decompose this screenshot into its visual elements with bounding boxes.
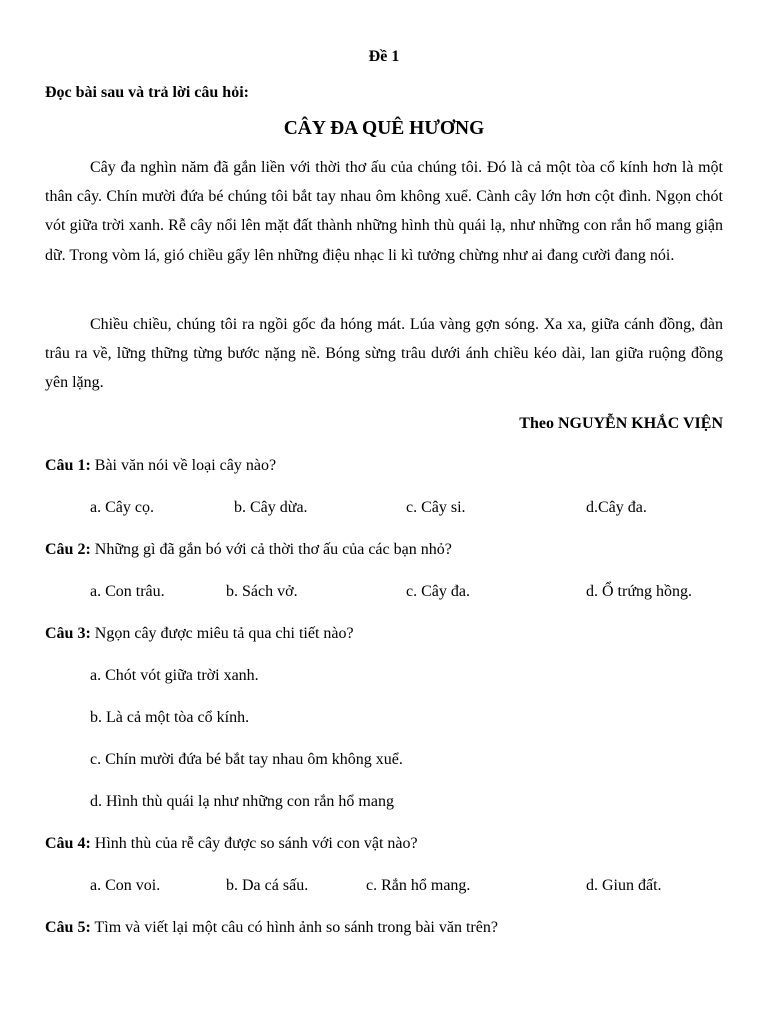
question-4-option-a: a. Con voi. bbox=[90, 877, 161, 894]
question-2-option-c: c. Cây đa. bbox=[406, 583, 470, 600]
question-2-option-b: b. Sách vở. bbox=[226, 583, 298, 600]
question-5-label: Câu 5: bbox=[45, 919, 91, 936]
story-title: CÂY ĐA QUÊ HƯƠNG bbox=[283, 118, 485, 139]
question-1-option-c: c. Cây si. bbox=[406, 499, 466, 516]
question-1-option-b: b. Cây dừa. bbox=[234, 499, 308, 516]
question-3-option-b: b. Là cả một tòa cổ kính. bbox=[90, 709, 250, 726]
question-4-text: Hình thù của rễ cây được so sánh với con vật nào? bbox=[90, 835, 418, 852]
question-4-label: Câu 4: bbox=[45, 835, 91, 852]
question-3-text: Ngọn cây được miêu tả qua chi tiết nào? bbox=[90, 625, 354, 642]
story-paragraph-2: Chiều chiều, chúng tôi ra ngồi gốc đa hóng mát. Lúa vàng gợn sóng. Xa xa, giữa cánh đồng, đàn trâu ra về, lững thững từng bước nặng nề. Bóng sừng trâu dưới ánh chiều kéo dài, lan giữa ruộng đồng yên lặng. bbox=[45, 316, 723, 392]
question-3-option-a: a. Chót vót giữa trời xanh. bbox=[90, 667, 259, 684]
question-5 bbox=[45, 918, 498, 938]
question-1-text: Bài văn nói về loại cây nào? bbox=[90, 457, 277, 474]
question-4 bbox=[45, 834, 418, 854]
question-3-option-d: d. Hình thù quái lạ như những con rắn hổ mang bbox=[90, 793, 394, 810]
question-5-text: Tìm và viết lại một câu có hình ảnh so sánh trong bài văn trên? bbox=[90, 919, 498, 936]
story-paragraph-1: Cây đa nghìn năm đã gắn liền với thời thơ ấu của chúng tôi. Đó là cả một tòa cổ kính hơn là một thân cây. Chín mười đứa bé chúng tôi bắt tay nhau ôm không xuể. Cành cây lớn hơn cột đình. Ngọn chót vót giữa trời xanh. Rễ cây nổi lên mặt đất thành những hình thù quái lạ, như những con rắn hổ mang giận dữ. Trong vòm lá, gió chiều gẩy lên những điệu nhạc li kì tưởng chừng như ai đang cười đang nói. bbox=[45, 159, 723, 264]
question-4-option-b: b. Da cá sấu. bbox=[226, 877, 309, 894]
question-1-option-d: d.Cây đa. bbox=[586, 499, 647, 516]
question-3-option-c: c. Chín mười đứa bé bắt tay nhau ôm không xuể. bbox=[90, 751, 403, 768]
question-2 bbox=[45, 540, 452, 560]
question-1 bbox=[45, 456, 276, 476]
question-2-option-d: d. Ổ trứng hồng. bbox=[586, 583, 692, 600]
question-2-option-a: a. Con trâu. bbox=[90, 583, 165, 600]
question-2-text: Những gì đã gắn bó với cả thời thơ ấu của các bạn nhỏ? bbox=[90, 541, 452, 558]
exam-heading: Đề 1 bbox=[368, 48, 400, 65]
question-1-option-a: a. Cây cọ. bbox=[90, 499, 154, 516]
question-4-option-c: c. Rắn hổ mang. bbox=[366, 877, 471, 894]
question-4-option-d: d. Giun đất. bbox=[586, 877, 662, 894]
question-2-label: Câu 2: bbox=[45, 541, 91, 558]
instruction-text: Đọc bài sau và trả lời câu hỏi: bbox=[45, 84, 249, 101]
source-attribution: Theo NGUYỄN KHẮC VIỆN bbox=[519, 415, 723, 432]
question-3-label: Câu 3: bbox=[45, 625, 91, 642]
question-3 bbox=[45, 624, 354, 644]
question-1-label: Câu 1: bbox=[45, 457, 91, 474]
